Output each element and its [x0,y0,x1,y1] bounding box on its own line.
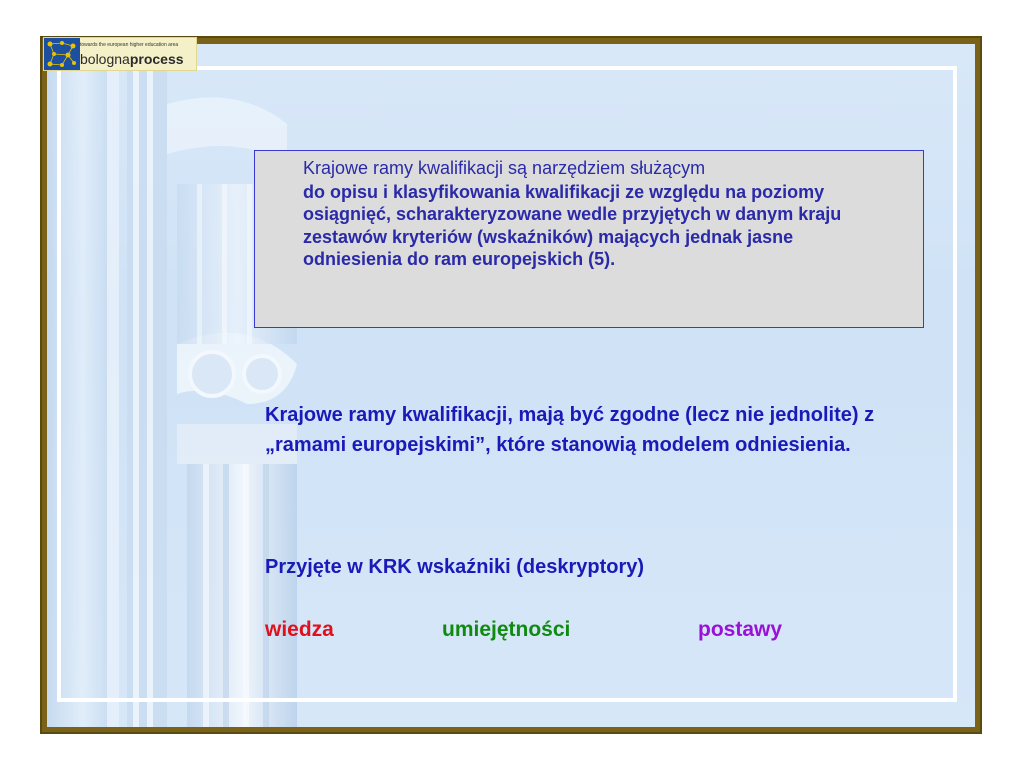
star-network-icon [44,38,80,70]
logo-tagline: towards the european higher education area [80,42,179,48]
logo-name [80,50,184,68]
definition-box [254,150,924,328]
definition-body: do opisu i klasyfikowania kwalifikacji ze względu na poziomy osiągnięć, scharakteryzowane wedle przyjętych w danym kraju zestawów kryteriów (wskaźników) mających jednak jasne odniesienia do ram europejskich (5). [303,181,842,269]
descriptors-heading: Przyjęte w KRK wskaźniki (deskryptory) [265,556,645,578]
descriptor-skills: umiejętności [442,618,571,641]
bologna-process-logo [43,37,197,71]
definition-first-line: Krajowe ramy kwalifikacji są narzędziem służącym [303,158,706,178]
statement-text: Krajowe ramy kwalifikacji, mają być zgodne (lecz nie jednolite) z „ramami europejskimi”, które stanowią modelem odniesienia. [265,404,875,456]
logo-name-light: bologna [80,51,130,67]
descriptor-attitudes: postawy [698,618,783,641]
logo-name-bold: process [129,51,184,67]
descriptor-knowledge: wiedza [265,618,334,641]
